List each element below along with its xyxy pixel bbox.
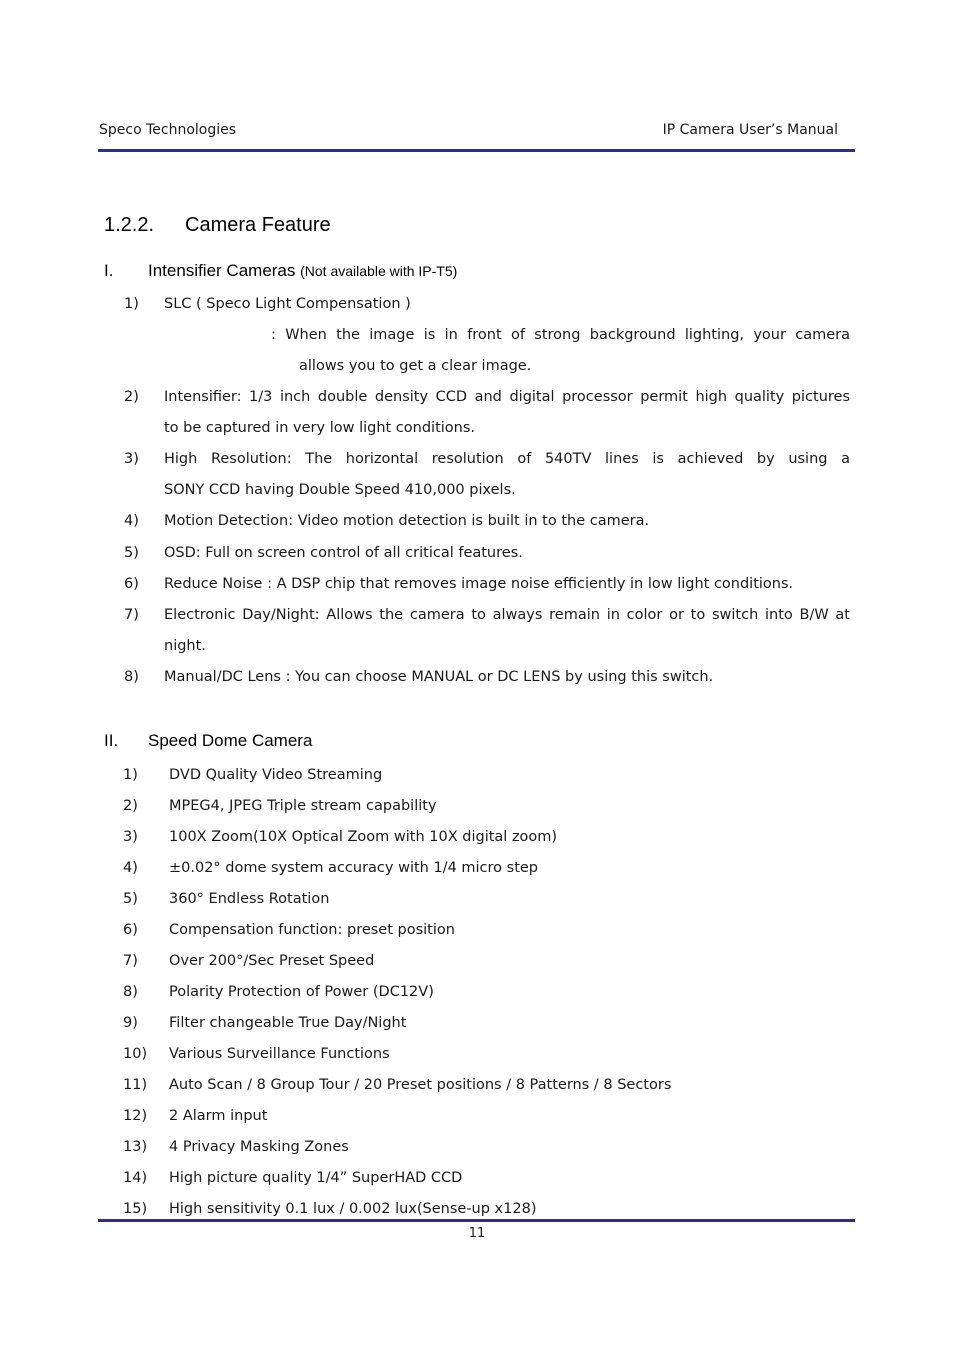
item-number: 13) bbox=[123, 1139, 148, 1155]
part1-title: Intensifier Cameras bbox=[148, 261, 301, 280]
header-rule bbox=[98, 149, 855, 152]
list-item bbox=[123, 858, 538, 878]
page-header-right: IP Camera User’s Manual bbox=[662, 122, 838, 138]
list-item bbox=[123, 796, 437, 816]
list-item bbox=[123, 1199, 536, 1219]
part1-heading bbox=[104, 261, 457, 281]
list-item bbox=[123, 1137, 349, 1157]
item-description bbox=[271, 320, 850, 382]
item-text: High picture quality 1/4” SuperHAD CCD bbox=[169, 1170, 463, 1186]
list-item bbox=[123, 982, 434, 1002]
item-text: Polarity Protection of Power (DC12V) bbox=[169, 984, 434, 1000]
item-number: 12) bbox=[123, 1108, 148, 1124]
list-item bbox=[123, 1013, 406, 1033]
item-number: 6) bbox=[123, 922, 138, 938]
item-number: 1) bbox=[123, 767, 138, 783]
list-item bbox=[123, 1044, 390, 1064]
item-number: 4) bbox=[123, 860, 138, 876]
item-description-line1: : When the image is in front of strong background lighting, your camera bbox=[271, 327, 850, 343]
item-text: Various Surveillance Functions bbox=[169, 1046, 390, 1062]
item-number: 3) bbox=[123, 829, 138, 845]
item-number: 11) bbox=[123, 1077, 148, 1093]
part2-number: II. bbox=[104, 731, 119, 750]
item-number: 2) bbox=[124, 389, 139, 405]
item-text: Filter changeable True Day/Night bbox=[169, 1015, 407, 1031]
item-text: Auto Scan / 8 Group Tour / 20 Preset positions / 8 Patterns / 8 Sectors bbox=[169, 1077, 672, 1093]
section-heading bbox=[104, 214, 331, 237]
item-text: 4 Privacy Masking Zones bbox=[169, 1139, 349, 1155]
item-number: 9) bbox=[123, 1015, 138, 1031]
item-number: 8) bbox=[123, 984, 138, 1000]
list-item bbox=[123, 1106, 267, 1126]
item-number: 6) bbox=[124, 576, 139, 592]
item-text: High sensitivity 0.1 lux / 0.002 lux(Sense-up x128) bbox=[169, 1201, 537, 1217]
item-number: 4) bbox=[124, 513, 139, 529]
part1-number: I. bbox=[104, 261, 114, 280]
item-number: 15) bbox=[123, 1201, 148, 1217]
list-item bbox=[123, 920, 455, 940]
item-text: Compensation function: preset position bbox=[169, 922, 455, 938]
list-item bbox=[123, 951, 374, 971]
section-title: Camera Feature bbox=[185, 214, 331, 236]
item-text: Motion Detection: Video motion detection is built in to the camera. bbox=[164, 513, 650, 529]
item-text: OSD: Full on screen control of all critical features. bbox=[164, 545, 523, 561]
part1-note: (Not available with IP-T5) bbox=[300, 263, 458, 279]
page-header-left: Speco Technologies bbox=[99, 122, 237, 138]
page-number: 11 bbox=[468, 1226, 486, 1241]
item-text-line2: SONY CCD having Double Speed 410,000 pixels. bbox=[164, 482, 516, 498]
item-text: 2 Alarm input bbox=[169, 1108, 268, 1124]
item-text-line1: High Resolution: The horizontal resolution of 540TV lines is achieved by using a bbox=[164, 451, 850, 467]
item-description-line2: allows you to get a clear image. bbox=[299, 358, 532, 374]
list-item bbox=[123, 1075, 671, 1095]
item-text-line2: night. bbox=[164, 638, 206, 654]
item-text: SLC ( Speco Light Compensation ) bbox=[164, 296, 411, 312]
list-item bbox=[123, 1168, 462, 1188]
item-number: 10) bbox=[123, 1046, 148, 1062]
item-text: Manual/DC Lens : You can choose MANUAL or DC LENS by using this switch. bbox=[164, 669, 714, 685]
item-text: MPEG4, JPEG Triple stream capability bbox=[169, 798, 437, 814]
item-text-line1: Electronic Day/Night: Allows the camera to always remain in color or to switch into B/W at bbox=[164, 607, 850, 623]
item-text: Over 200°/Sec Preset Speed bbox=[169, 953, 375, 969]
item-text: Reduce Noise : A DSP chip that removes image noise efficiently in low light conditions. bbox=[164, 576, 794, 592]
part2-heading bbox=[104, 731, 312, 751]
item-text: 100X Zoom(10X Optical Zoom with 10X digital zoom) bbox=[169, 829, 558, 845]
list-item bbox=[123, 889, 329, 909]
section-number: 1.2.2. bbox=[104, 214, 155, 236]
item-text-line1: Intensifier: 1/3 inch double density CCD and digital processor permit high quality pictures bbox=[164, 389, 850, 405]
list-item bbox=[123, 765, 382, 785]
item-number: 2) bbox=[123, 798, 138, 814]
item-number: 8) bbox=[124, 669, 139, 685]
footer-rule bbox=[98, 1219, 855, 1222]
item-number: 5) bbox=[123, 891, 138, 907]
item-number: 7) bbox=[124, 607, 139, 623]
item-text-line2: to be captured in very low light conditions. bbox=[164, 420, 476, 436]
item-number: 1) bbox=[124, 296, 139, 312]
item-number: 7) bbox=[123, 953, 138, 969]
item-text: ±0.02° dome system accuracy with 1/4 micro step bbox=[169, 860, 539, 876]
part2-title: Speed Dome Camera bbox=[148, 731, 313, 750]
item-number: 5) bbox=[124, 545, 139, 561]
item-text: 360° Endless Rotation bbox=[169, 891, 330, 907]
item-text: DVD Quality Video Streaming bbox=[169, 767, 383, 783]
list-item bbox=[123, 827, 557, 847]
item-number: 3) bbox=[124, 451, 139, 467]
item-number: 14) bbox=[123, 1170, 148, 1186]
